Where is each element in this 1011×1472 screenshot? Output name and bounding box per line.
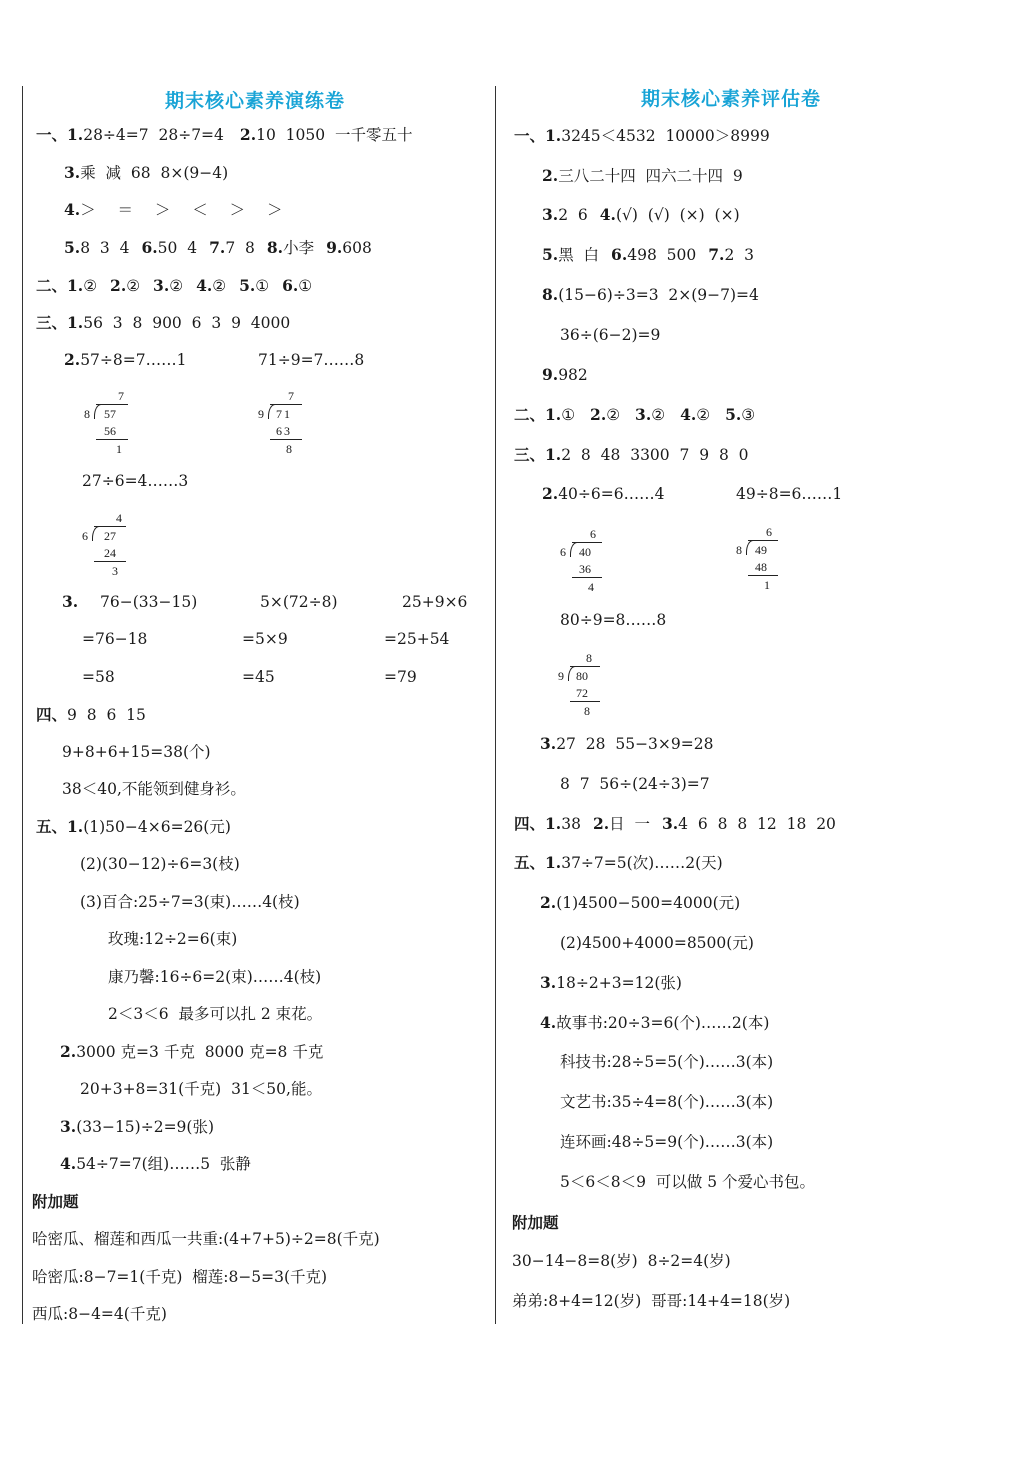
bracket: [268, 404, 275, 419]
quotient: 8: [586, 651, 592, 665]
answer: ①: [298, 277, 313, 295]
label: 2.: [540, 893, 557, 912]
bracket: [570, 542, 577, 557]
remainder: 8: [286, 442, 292, 456]
dividend: 80: [576, 669, 588, 683]
calc-3a: 25+9×6: [402, 593, 468, 611]
answer: (1)4500−500=4000(元): [556, 894, 741, 912]
right-s1-line5: [542, 285, 759, 305]
left-extra-line3: 西瓜:8−4=4(千克): [32, 1305, 167, 1323]
left-s5-line6: 2＜3＜6 最多可以扎 2 束花。: [108, 1005, 323, 1023]
label: 二、: [36, 276, 68, 295]
left-s1-line1: [36, 125, 412, 145]
answer: ②: [83, 277, 103, 295]
answer: (1)50−4×6=26(元): [83, 818, 231, 836]
answer: 608: [342, 239, 372, 257]
right-s1-line3: [542, 205, 740, 225]
quotient: 6: [766, 525, 772, 539]
answer: 小李: [283, 239, 315, 257]
dividend: 27: [104, 529, 116, 543]
label: 四、: [514, 814, 546, 833]
label: 5.: [725, 405, 742, 424]
left-s3-line2b: 71÷9=7……8: [258, 351, 365, 369]
answer: 982: [558, 366, 588, 384]
left-s3-line2: [64, 350, 186, 370]
label: 7.: [708, 245, 725, 264]
answer: 57÷8=7……1: [80, 351, 187, 369]
label: 5.: [64, 238, 81, 257]
label: 8.: [266, 238, 284, 257]
answer: ①: [255, 277, 275, 295]
label: 2.: [64, 350, 81, 369]
left-s5-line10: [60, 1154, 251, 1174]
calc-1c: =58: [82, 668, 115, 686]
label: 2.: [542, 484, 559, 503]
remainder: 3: [112, 564, 118, 578]
calc-1b: =76−18: [82, 630, 148, 648]
divisor: 9: [558, 669, 564, 683]
label: 一、: [36, 125, 68, 144]
answer: 37÷7=5(次)……2(天): [561, 854, 723, 872]
divisor: 6: [82, 529, 88, 543]
label: 1.: [545, 853, 562, 872]
right-s5-line7: 文艺书:35÷4=8(个)……3(本): [560, 1093, 774, 1111]
label: 2.: [592, 814, 610, 833]
right-s5-line1: [514, 853, 723, 873]
calc-2a: 5×(72÷8): [260, 593, 338, 611]
label: 1.: [545, 126, 562, 145]
label: 6.: [282, 276, 299, 295]
dividend: 49: [755, 543, 767, 557]
answer: 7 8: [225, 239, 255, 257]
answer: (15−6)÷3=3 2×(9−7)=4: [558, 286, 759, 304]
answer: 498 500: [627, 246, 697, 264]
answer: 27 28 55−3×9=28: [556, 735, 714, 753]
subtraction-line: [96, 439, 128, 440]
right-s3-line4: [540, 734, 713, 754]
label: 二、: [514, 405, 546, 424]
subtraction-line: [572, 577, 602, 578]
divisor: 6: [560, 545, 566, 559]
quotient: 6: [590, 527, 596, 541]
long-division: [256, 389, 316, 456]
left-title: 期末核心素养演练卷: [165, 90, 346, 112]
product: 72: [576, 686, 588, 700]
answer: ②: [606, 406, 626, 424]
label: 4.: [680, 405, 697, 424]
left-s5-line3: (3)百合:25÷7=3(束)……4(枝): [80, 893, 300, 911]
answer: 2 6: [558, 206, 588, 224]
right-s3-line2: [542, 484, 664, 504]
subtraction-line: [270, 439, 302, 440]
right-s5-line8: 连环画:48÷5=9(个)……3(本): [560, 1133, 774, 1151]
right-s1-line4: [542, 245, 754, 265]
answer: 50 4: [157, 239, 198, 257]
left-s1-line3: [64, 200, 286, 220]
label: 9.: [326, 238, 343, 257]
divisor: 9: [258, 407, 264, 421]
bracket: [92, 526, 99, 541]
product: 36: [579, 562, 591, 576]
label: 1.: [545, 445, 562, 464]
long-division: [736, 525, 796, 592]
left-s5-line1: [36, 817, 231, 837]
left-s1-line2: [64, 163, 228, 183]
answer: ②: [696, 406, 716, 424]
bracket: [94, 404, 101, 419]
left-s5-line5: 康乃馨:16÷6=2(束)……4(枝): [108, 968, 322, 986]
answer: ③: [741, 406, 756, 424]
answer: 56 3 8 900 6 3 9 4000: [83, 314, 291, 332]
remainder: 4: [588, 580, 594, 594]
answer: 28÷4=7 28÷7=4: [83, 126, 224, 144]
label: 4.: [196, 276, 213, 295]
label: 1.: [67, 817, 84, 836]
answer: 日 一: [609, 815, 650, 833]
right-s3-line1: [514, 445, 749, 465]
right-s5-line9: 5＜6＜8＜9 可以做 5 个爱心书包。: [560, 1173, 816, 1191]
label: 2.: [239, 125, 257, 144]
label: 3.: [60, 1117, 77, 1136]
label: 5.: [542, 245, 559, 264]
answer: ②: [126, 277, 146, 295]
right-title: 期末核心素养评估卷: [641, 88, 822, 110]
answer: 9 8 6 15: [67, 706, 146, 724]
right-s5-line2: [540, 893, 740, 913]
calc-2b: =5×9: [242, 630, 288, 648]
answer: 10 1050 一千零五十: [256, 126, 413, 144]
quotient: 7: [288, 389, 294, 403]
right-s1-line2: [542, 166, 743, 186]
answer: 三八二十四 四六二十四 9: [558, 167, 743, 185]
left-extra-heading: 附加题: [32, 1193, 79, 1211]
label: 1.: [545, 814, 562, 833]
label: 8.: [542, 285, 559, 304]
dividend: 71: [276, 407, 292, 421]
calc-3b: =25+54: [384, 630, 450, 648]
left-s5-line2: (2)(30−12)÷6=3(枝): [80, 855, 240, 873]
label: 9.: [542, 365, 559, 384]
answer: 2 8 48 3300 7 9 8 0: [561, 446, 749, 464]
answer: 18÷2+3=12(张): [556, 974, 682, 992]
bracket: [568, 666, 575, 681]
subtraction-line: [748, 575, 778, 576]
divisor: 8: [736, 543, 742, 557]
right-s3-line3: 80÷9=8……8: [560, 611, 667, 629]
left-extra-line2: 哈密瓜:8−7=1(千克) 榴莲:8−5=3(千克): [32, 1268, 328, 1286]
label: 2.: [110, 276, 127, 295]
divisor: 8: [84, 407, 90, 421]
left-s4-line3: 38＜40,不能领到健身衫。: [62, 780, 246, 798]
answer: 故事书:20÷3=6(个)……2(本): [556, 1014, 770, 1032]
answer: 黑 白: [558, 246, 600, 264]
subtraction-line: [94, 561, 126, 562]
answer: 3245＜4532 10000＞8999: [561, 127, 770, 145]
left-s3-line1: [36, 313, 290, 333]
answer: 乘 减 68 8×(9−4): [80, 164, 229, 182]
label: 4.: [64, 200, 81, 219]
answer: 38: [561, 815, 581, 833]
right-s1-line6: 36÷(6−2)=9: [560, 326, 661, 344]
right-s5-line3: (2)4500+4000=8500(元): [560, 934, 754, 952]
answer: ＞ ＝ ＞ ＜ ＞ ＞: [80, 201, 287, 219]
left-s1-line4: [64, 238, 372, 258]
right-s3-line2b: 49÷8=6……1: [736, 485, 843, 503]
answer: ②: [169, 277, 189, 295]
bracket: [746, 540, 753, 555]
long-division: [560, 527, 620, 594]
label: 1.: [545, 405, 562, 424]
label: 三、: [514, 445, 546, 464]
answer: 8 3 4: [80, 239, 130, 257]
left-s5-line8: 20+3+8=31(千克) 31＜50,能。: [80, 1080, 322, 1098]
right-s1-line1: [514, 126, 770, 146]
label: 一、: [514, 126, 546, 145]
right-extra-line2: 弟弟:8+4=12(岁) 哥哥:14+4=18(岁): [512, 1292, 791, 1310]
dividend: 40: [579, 545, 591, 559]
label: 2.: [542, 166, 559, 185]
answer: ②: [212, 277, 232, 295]
remainder: 8: [584, 704, 590, 718]
label: 3.: [540, 734, 557, 753]
label: 3.: [635, 405, 652, 424]
label: 1.: [67, 313, 84, 332]
product: 48: [755, 560, 767, 574]
long-division: [82, 389, 142, 456]
label: 6.: [611, 245, 628, 264]
product: 63: [276, 424, 292, 438]
label: 2.: [60, 1042, 77, 1061]
left-margin-rule: [22, 86, 23, 1324]
left-s3-label3: [62, 592, 78, 612]
left-s3-line3: 27÷6=4……3: [82, 472, 189, 490]
label: 6.: [141, 238, 158, 257]
answer: ①: [561, 406, 581, 424]
right-s2: [514, 405, 755, 425]
answer: 2 3: [724, 246, 755, 264]
right-extra-heading: 附加题: [512, 1214, 559, 1232]
right-s4: [514, 814, 836, 834]
label: 4.: [60, 1154, 77, 1173]
label: 7.: [209, 238, 226, 257]
product: 24: [104, 546, 116, 560]
long-division: [80, 511, 140, 578]
answer: 4 6 8 8 12 18 20: [678, 815, 836, 833]
dividend: 57: [104, 407, 116, 421]
label: 1.: [67, 125, 84, 144]
label: 四、: [36, 705, 68, 724]
remainder: 1: [116, 442, 122, 456]
quotient: 7: [118, 389, 124, 403]
remainder: 1: [764, 578, 770, 592]
answer: 40÷6=6……4: [558, 485, 665, 503]
answer: 3000 克=3 千克 8000 克=8 千克: [76, 1043, 324, 1061]
calc-1a: 76−(33−15): [100, 593, 198, 611]
label: 3.: [661, 814, 679, 833]
label: 4.: [540, 1013, 557, 1032]
answer: (√) (√) (×) (×): [615, 206, 740, 224]
label: 3.: [64, 163, 81, 182]
right-extra-line1: 30−14−8=8(岁) 8÷2=4(岁): [512, 1252, 731, 1270]
label: 3.: [540, 973, 557, 992]
answer: ②: [651, 406, 671, 424]
center-divider: [495, 86, 496, 1324]
left-s5-line7: [60, 1042, 323, 1062]
label: 2.: [590, 405, 607, 424]
label: 3.: [153, 276, 170, 295]
right-s5-line6: 科技书:28÷5=5(个)……3(本): [560, 1053, 774, 1071]
quotient: 4: [116, 511, 122, 525]
right-s1-line7: [542, 365, 588, 385]
long-division: [558, 651, 618, 718]
calc-3c: =79: [384, 668, 417, 686]
right-s5-line4: [540, 973, 682, 993]
calc-2c: =45: [242, 668, 275, 686]
label: 4.: [599, 205, 616, 224]
subtraction-line: [570, 701, 600, 702]
label: 三、: [36, 313, 68, 332]
label: 3.: [542, 205, 559, 224]
answer: 54÷7=7(组)……5 张静: [76, 1155, 251, 1173]
label: 五、: [514, 853, 546, 872]
right-s3-line5: 8 7 56÷(24÷3)=7: [560, 775, 710, 793]
label: 1.: [67, 276, 84, 295]
product: 56: [104, 424, 116, 438]
right-s5-line5: [540, 1013, 769, 1033]
left-extra-line1: 哈密瓜、榴莲和西瓜一共重:(4+7+5)÷2=8(千克): [32, 1230, 380, 1248]
answer: (33−15)÷2=9(张): [76, 1118, 215, 1136]
left-s4-line1: [36, 705, 146, 725]
left-s5-line9: [60, 1117, 214, 1137]
label: 3.: [62, 592, 79, 611]
left-s2: [36, 276, 312, 296]
left-s4-line2: 9+8+6+15=38(个): [62, 743, 211, 761]
left-s5-line4: 玫瑰:12÷2=6(束): [108, 930, 238, 948]
label: 5.: [239, 276, 256, 295]
label: 五、: [36, 817, 68, 836]
